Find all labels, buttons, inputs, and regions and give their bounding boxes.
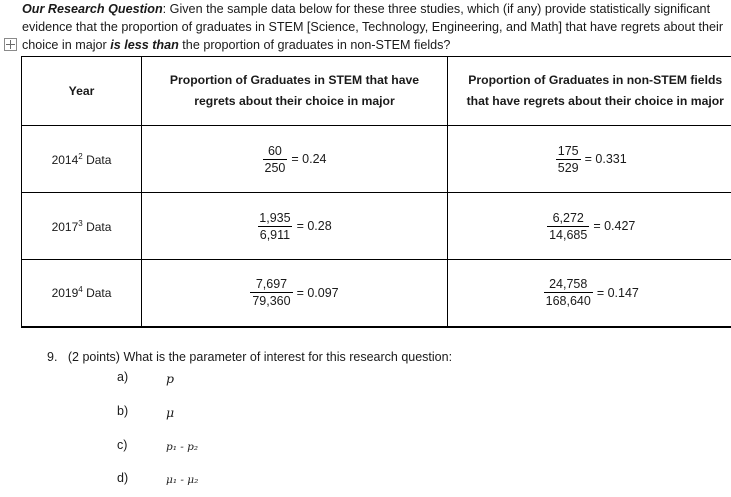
- stem-numerator: 7,697: [255, 277, 288, 292]
- stem-denominator: 79,360: [252, 294, 291, 309]
- footnote-marker: 2: [78, 151, 83, 161]
- nonstem-denominator: 168,640: [545, 294, 591, 309]
- table-row: [22, 260, 731, 327]
- research-question-lead: Our Research Question: [22, 2, 163, 16]
- stem-denominator: 250: [264, 160, 286, 175]
- header-year: Year: [22, 57, 142, 126]
- question-number: 9.: [47, 350, 58, 364]
- table-header-row: [22, 57, 731, 126]
- table-row: [22, 126, 731, 193]
- option-c-symbol: p₁ - p₂: [166, 441, 199, 453]
- research-question-intro: [22, 0, 727, 54]
- stem-fraction: [263, 143, 288, 176]
- research-question-emphasis: is less than: [110, 38, 179, 52]
- table-move-handle-icon[interactable]: [4, 38, 17, 51]
- year-label: 2017: [51, 219, 79, 234]
- option-d-letter: d): [117, 471, 129, 485]
- stem-value: = 0.24: [291, 152, 327, 166]
- nonstem-proportion-cell: [448, 193, 731, 260]
- stem-proportion-cell: [142, 260, 448, 327]
- year-cell: [22, 126, 142, 193]
- nonstem-numerator: 6,272: [552, 210, 584, 225]
- stem-numerator: 1,935: [259, 210, 291, 225]
- year-label: 2019: [51, 286, 79, 301]
- year-suffix: Data: [82, 152, 112, 167]
- header-nonstem: Proportion of Graduates in non-STEM fields that have regrets about their choice in major: [448, 57, 731, 126]
- question-text: (2 points) What is the parameter of interest for this research question:: [67, 350, 453, 364]
- nonstem-numerator: 24,758: [549, 277, 588, 292]
- table-row: [22, 193, 731, 260]
- nonstem-fraction: [547, 210, 589, 243]
- nonstem-value: = 0.427: [593, 219, 636, 233]
- option-b-letter: b): [117, 404, 129, 418]
- year-suffix: Data: [82, 286, 112, 301]
- nonstem-proportion-cell: [448, 260, 731, 327]
- nonstem-fraction: [544, 276, 593, 309]
- stem-denominator: 6,911: [259, 227, 291, 242]
- nonstem-denominator: 529: [557, 160, 579, 175]
- nonstem-denominator: 14,685: [549, 227, 588, 242]
- question-prompt: [47, 348, 452, 366]
- nonstem-proportion-cell: [448, 126, 731, 193]
- year-label: 2014: [51, 152, 79, 167]
- stem-numerator: 60: [267, 143, 282, 158]
- year-cell: [22, 260, 142, 327]
- stem-value: = 0.28: [296, 219, 332, 233]
- option-d-symbol: μ₁ - μ₂: [166, 474, 199, 486]
- option-a-symbol: p: [166, 371, 175, 386]
- stem-fraction: [250, 276, 292, 309]
- nonstem-numerator: 175: [557, 143, 579, 158]
- stem-proportion-cell: [142, 193, 448, 260]
- data-table: [21, 56, 731, 328]
- research-question-text-b: the proportion of graduates in non-STEM fields?: [178, 38, 451, 52]
- option-b-symbol: μ: [166, 405, 175, 420]
- option-c-letter: c): [117, 438, 128, 452]
- nonstem-value: = 0.147: [596, 285, 639, 300]
- footnote-marker: 4: [78, 285, 83, 295]
- year-suffix: Data: [82, 219, 112, 234]
- stem-value: = 0.097: [296, 285, 339, 300]
- nonstem-value: = 0.331: [584, 152, 627, 166]
- research-question-text-a: : Given the sample data below for these three studies, which (if any) provide statistically significant evidence that the proportion of graduates in STEM [Science, Technology, Engineering, and Math] that have regrets about their choice in major: [22, 2, 724, 52]
- stem-fraction: [257, 210, 292, 243]
- nonstem-fraction: [556, 143, 581, 176]
- stem-proportion-cell: [142, 126, 448, 193]
- option-a-letter: a): [117, 370, 129, 384]
- year-cell: [22, 193, 142, 260]
- header-stem: Proportion of Graduates in STEM that have regrets about their choice in major: [142, 57, 448, 126]
- footnote-marker: 3: [78, 218, 83, 228]
